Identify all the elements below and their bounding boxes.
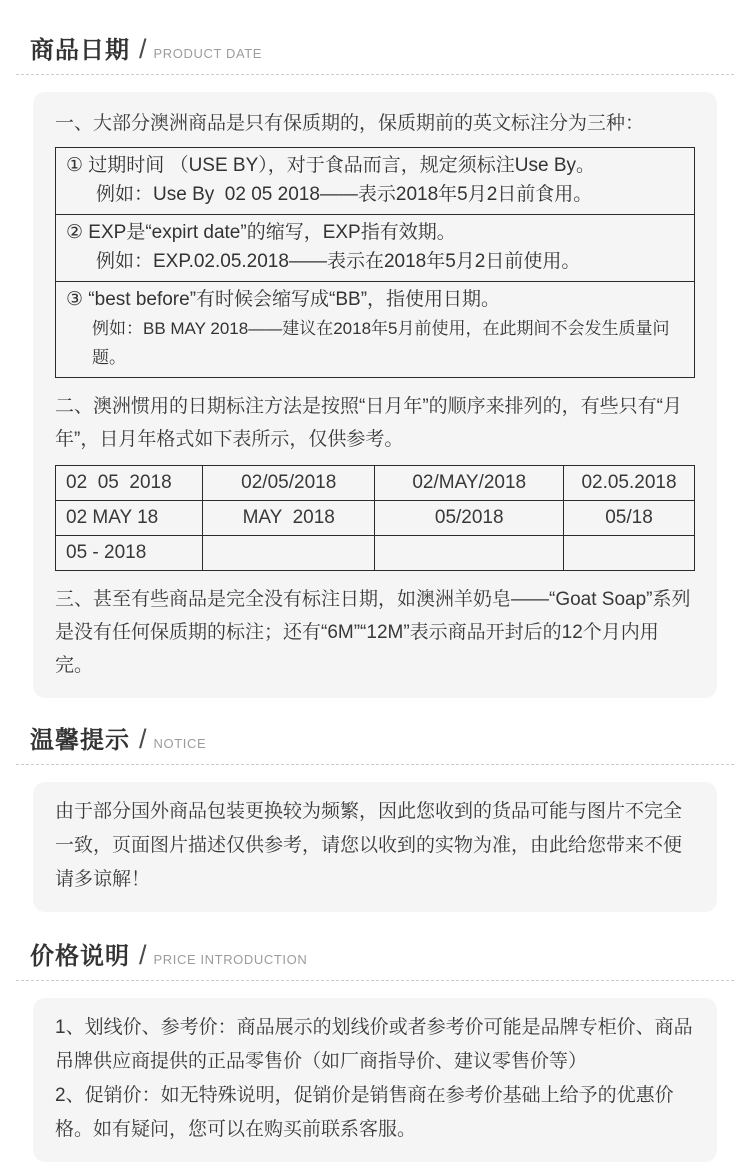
table-row: [56, 466, 695, 501]
title-slash: /: [139, 940, 147, 970]
section-title-en: NOTICE: [153, 736, 207, 751]
paragraph-shelf-life-intro: 一、大部分澳洲商品是只有保质期的，保质期前的英文标注分为三种：: [55, 113, 645, 134]
section-price: [16, 936, 734, 1162]
date-type-list: [55, 147, 695, 378]
table-cell: 05/2018: [375, 501, 564, 536]
table-cell: 02/05/2018: [202, 466, 375, 501]
table-cell: 05 - 2018: [56, 536, 203, 571]
table-row: [56, 501, 695, 536]
table-cell: [563, 536, 694, 571]
section-title-cn: 价格说明: [30, 943, 130, 970]
date-type-best-before: [56, 281, 694, 377]
date-type-line1: ② EXP是“expirt date”的缩写，EXP指有效期。: [66, 222, 456, 243]
date-type-line1: ① 过期时间 （USE BY），对于食品而言，规定须标注Use By。: [66, 155, 596, 176]
paragraph-no-date-note: 三、甚至有些商品是完全没有标注日期，如澳洲羊奶皂——“Goat Soap”系列是没有任何保质期的标注；还有“6M”“12M”表示商品开封后的12个月内用完。: [55, 589, 691, 676]
title-slash: /: [139, 34, 147, 64]
price-box: [33, 998, 717, 1162]
section-title-en: PRODUCT DATE: [153, 46, 263, 61]
table-cell: [375, 536, 564, 571]
notice-body: 由于部分国外商品包装更换较为频繁，因此您收到的货品可能与图片不完全一致，页面图片描述仅供参考，请您以收到的实物为准，由此给您带来不便请多谅解！: [55, 801, 683, 890]
table-cell: 02 05 2018: [56, 466, 203, 501]
section-title-cn: 商品日期: [30, 37, 130, 64]
table-cell: 05/18: [563, 501, 694, 536]
table-cell: 02 MAY 18: [56, 501, 203, 536]
table-cell: 02/MAY/2018: [375, 466, 564, 501]
section-product-date: [16, 30, 734, 698]
price-header: [16, 936, 734, 981]
table-row: [56, 536, 695, 571]
date-type-example: 例如：EXP.02.05.2018——表示在2018年5月2日前使用。: [96, 251, 581, 272]
date-type-example: 例如：Use By 02 05 2018——表示2018年5月2日前食用。: [96, 184, 593, 205]
paragraph-date-order-note: 二、澳洲惯用的日期标注方法是按照“日月年”的顺序来排列的，有些只有“月年”，日月年格式如下表所示，仅供参考。: [55, 396, 682, 450]
product-info-page: [0, 30, 750, 1162]
date-type-use-by: [56, 148, 694, 214]
date-type-exp: [56, 214, 694, 281]
section-title-cn: 温馨提示: [30, 727, 130, 754]
product-date-header: [16, 30, 734, 75]
date-type-line1: ③ “best before”有时候会缩写成“BB”，指使用日期。: [66, 289, 501, 310]
price-line-strikethrough: 1、划线价、参考价：商品展示的划线价或者参考价可能是品牌专柜价、商品吊牌供应商提供的正品零售价（如厂商指导价、建议零售价等）: [55, 1017, 693, 1072]
notice-box: [33, 782, 717, 912]
product-date-box: [33, 92, 717, 698]
table-cell: MAY 2018: [202, 501, 375, 536]
price-line-promo: 2、促销价：如无特殊说明，促销价是销售商在参考价基础上给予的优惠价格。如有疑问，您可以在购买前联系客服。: [55, 1085, 674, 1140]
table-cell: 02.05.2018: [563, 466, 694, 501]
date-type-example: 例如：BB MAY 2018——建议在2018年5月前使用，在此期间不会发生质量问题。: [92, 319, 670, 367]
section-title-en: PRICE INTRODUCTION: [153, 952, 308, 967]
notice-header: [16, 720, 734, 765]
table-cell: [202, 536, 375, 571]
section-notice: [16, 720, 734, 912]
date-format-table: [55, 465, 695, 571]
title-slash: /: [139, 724, 147, 754]
page: [0, 30, 750, 1140]
